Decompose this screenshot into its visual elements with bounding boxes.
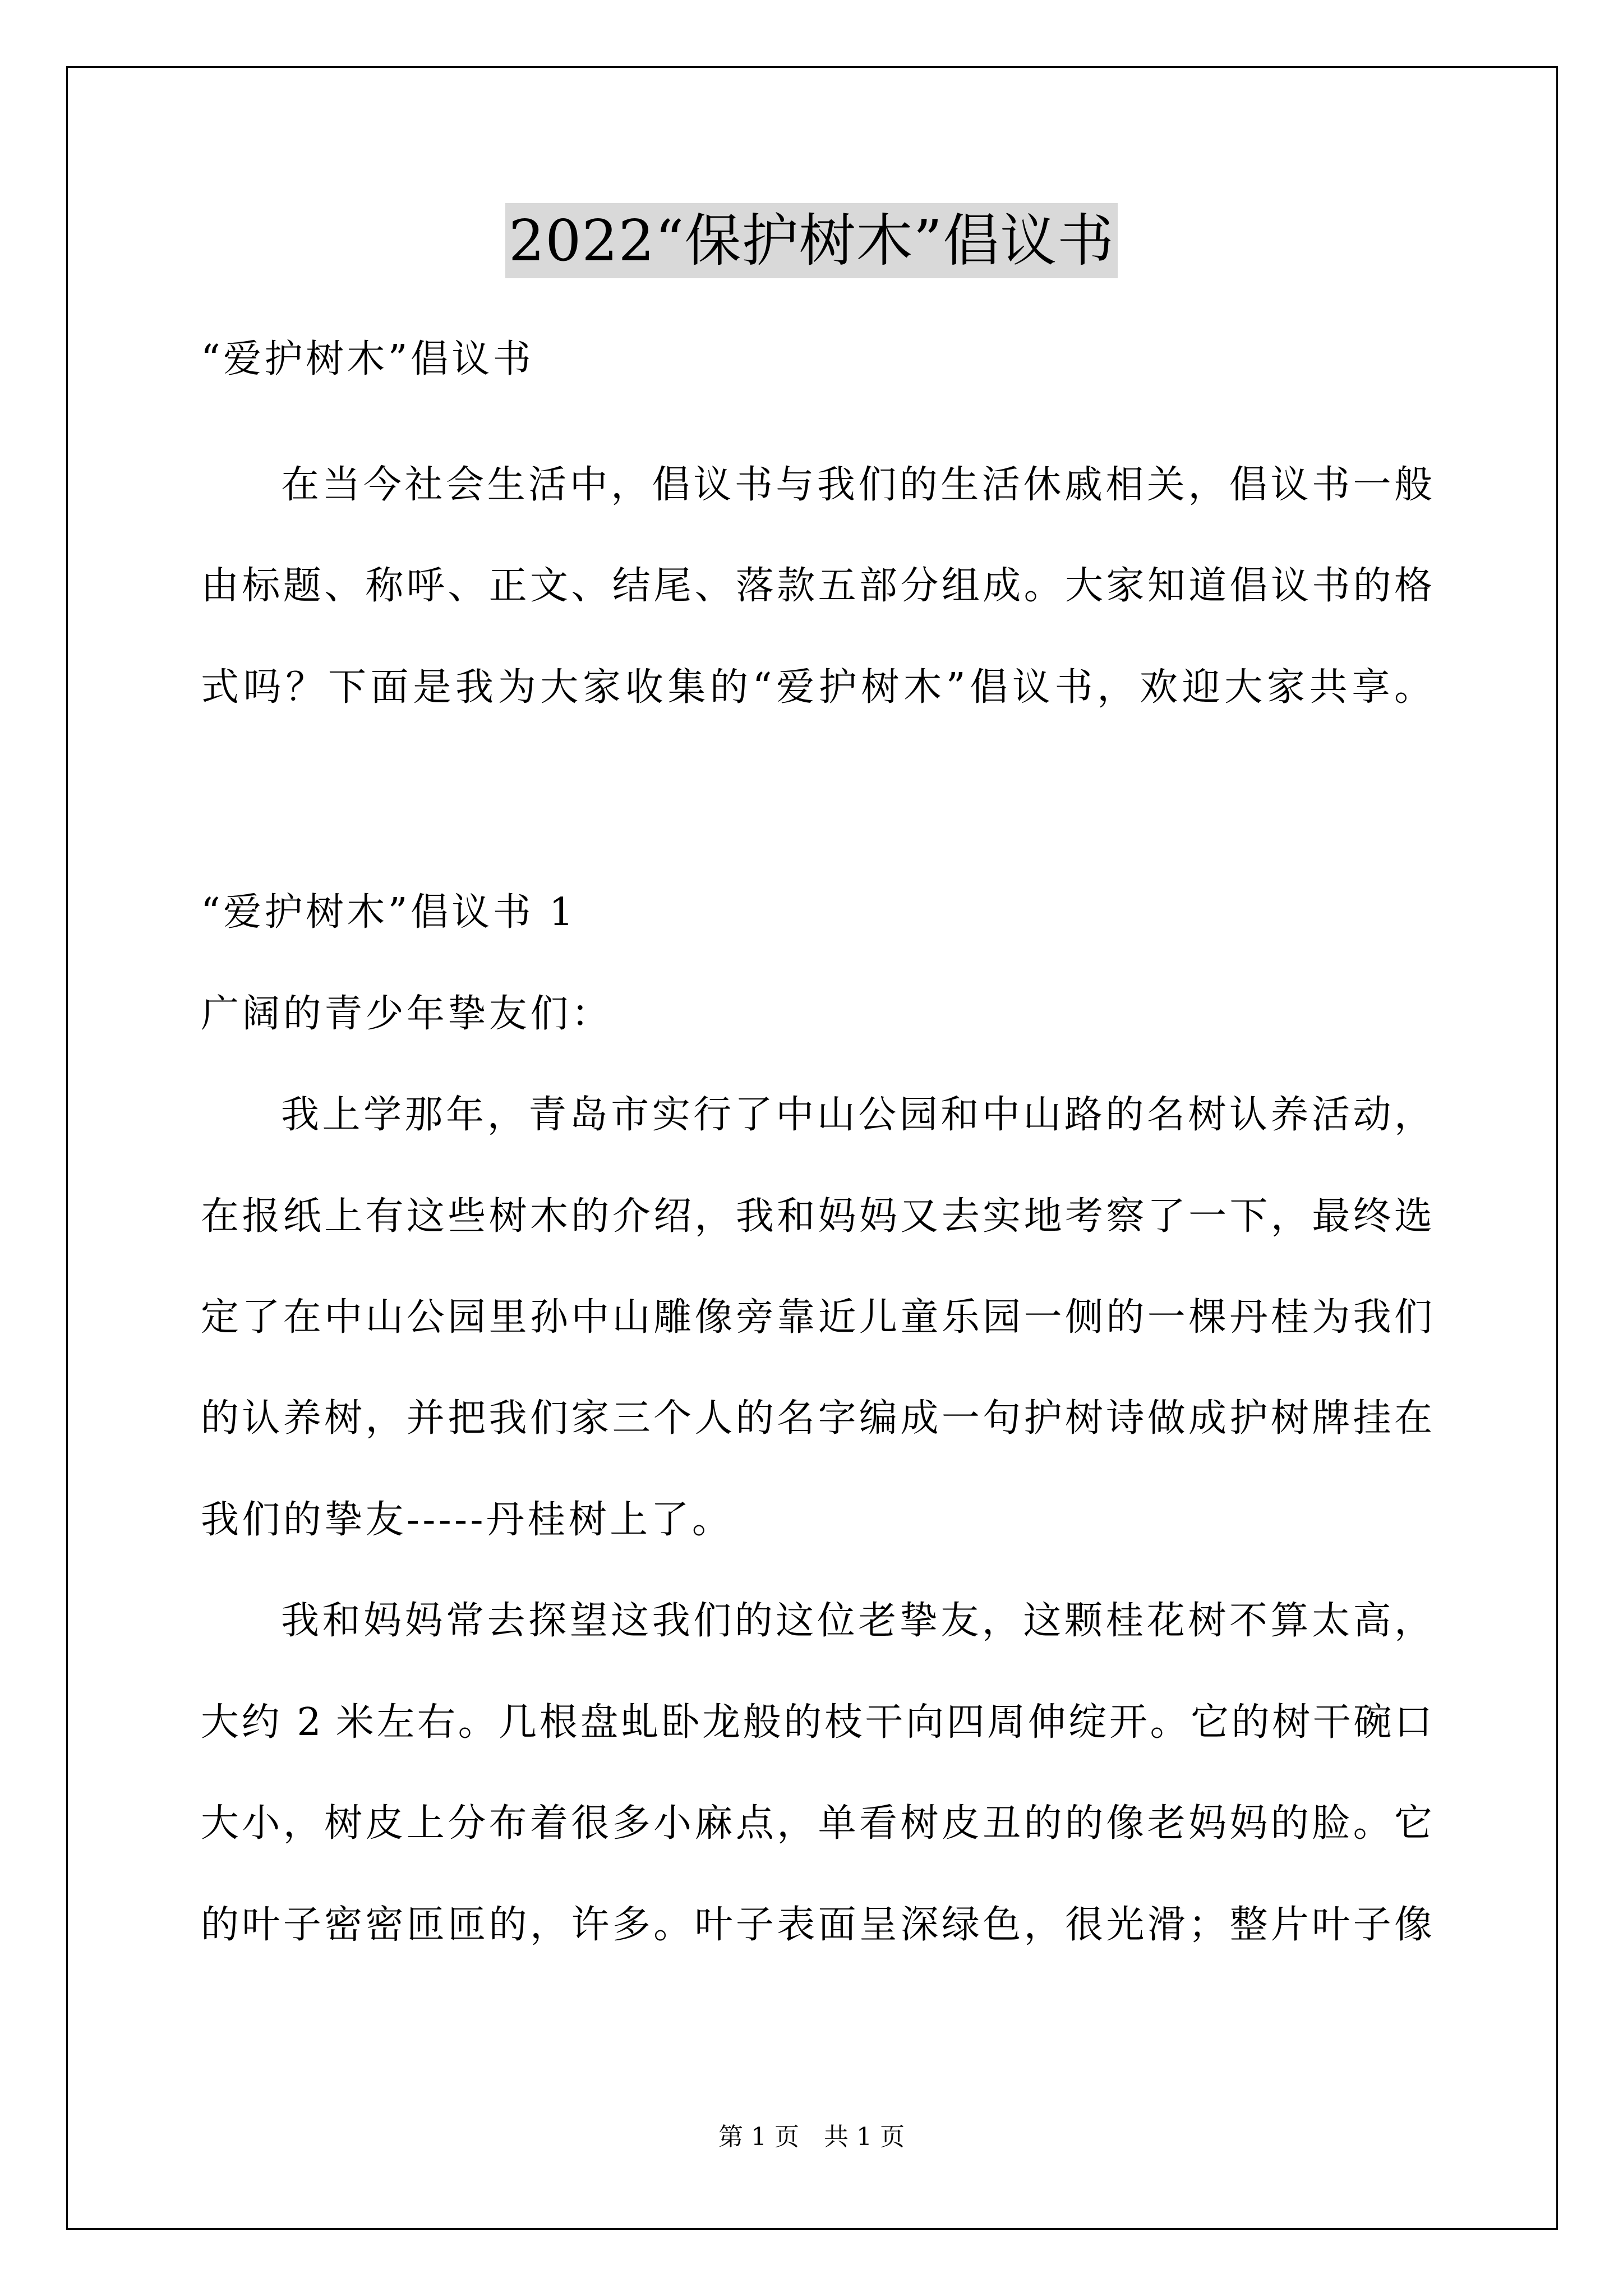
page-footer: 第 1 页 共 1 页 [718,2123,905,2151]
paragraph-line: 我们的挚友-----丹桂树上了。 [201,1498,734,1542]
paragraph-line: 定了在中山公园里孙中山雕像旁靠近儿童乐园一侧的一棵丹桂为我们 [201,1295,1432,1340]
paragraph-line: 在报纸上有这些树木的介绍，我和妈妈又去实地考察了一下，最终选 [201,1194,1432,1239]
paragraph-line: 的认养树，并把我们家三个人的名字编成一句护树诗做成护树牌挂在 [201,1396,1432,1441]
paragraph-line: 式吗？下面是我为大家收集的“爱护树木”倡议书，欢迎大家共享。 [201,665,1432,710]
paragraph-line: 我和妈妈常去探望这我们的这位老挚友，这颗桂花树不算太高， [281,1599,1432,1643]
title-container [0,203,1623,278]
paragraph-line: 在当今社会生活中，倡议书与我们的生活休戚相关，倡议书一般 [281,463,1432,507]
document-title: 2022“保护树木”倡议书 [505,203,1118,278]
paragraph-line: 大约 2 米左右。几根盘虬卧龙般的枝干向四周伸绽开。它的树干碗口 [201,1700,1432,1745]
section-heading: “爱护树木”倡议书 1 [201,890,577,935]
section-heading: “爱护树木”倡议书 [201,337,534,381]
paragraph-line: 大小，树皮上分布着很多小麻点，单看树皮丑的的像老妈妈的脸。它 [201,1801,1432,1846]
paragraph-line: 由标题、称呼、正文、结尾、落款五部分组成。大家知道倡议书的格 [201,564,1432,608]
paragraph-line: 的叶子密密匝匝的，许多。叶子表面呈深绿色，很光滑；整片叶子像 [201,1903,1432,1947]
paragraph-line: 我上学那年，青岛市实行了中山公园和中山路的名树认养活动， [281,1093,1432,1137]
salutation: 广阔的青少年挚友们： [201,992,613,1036]
